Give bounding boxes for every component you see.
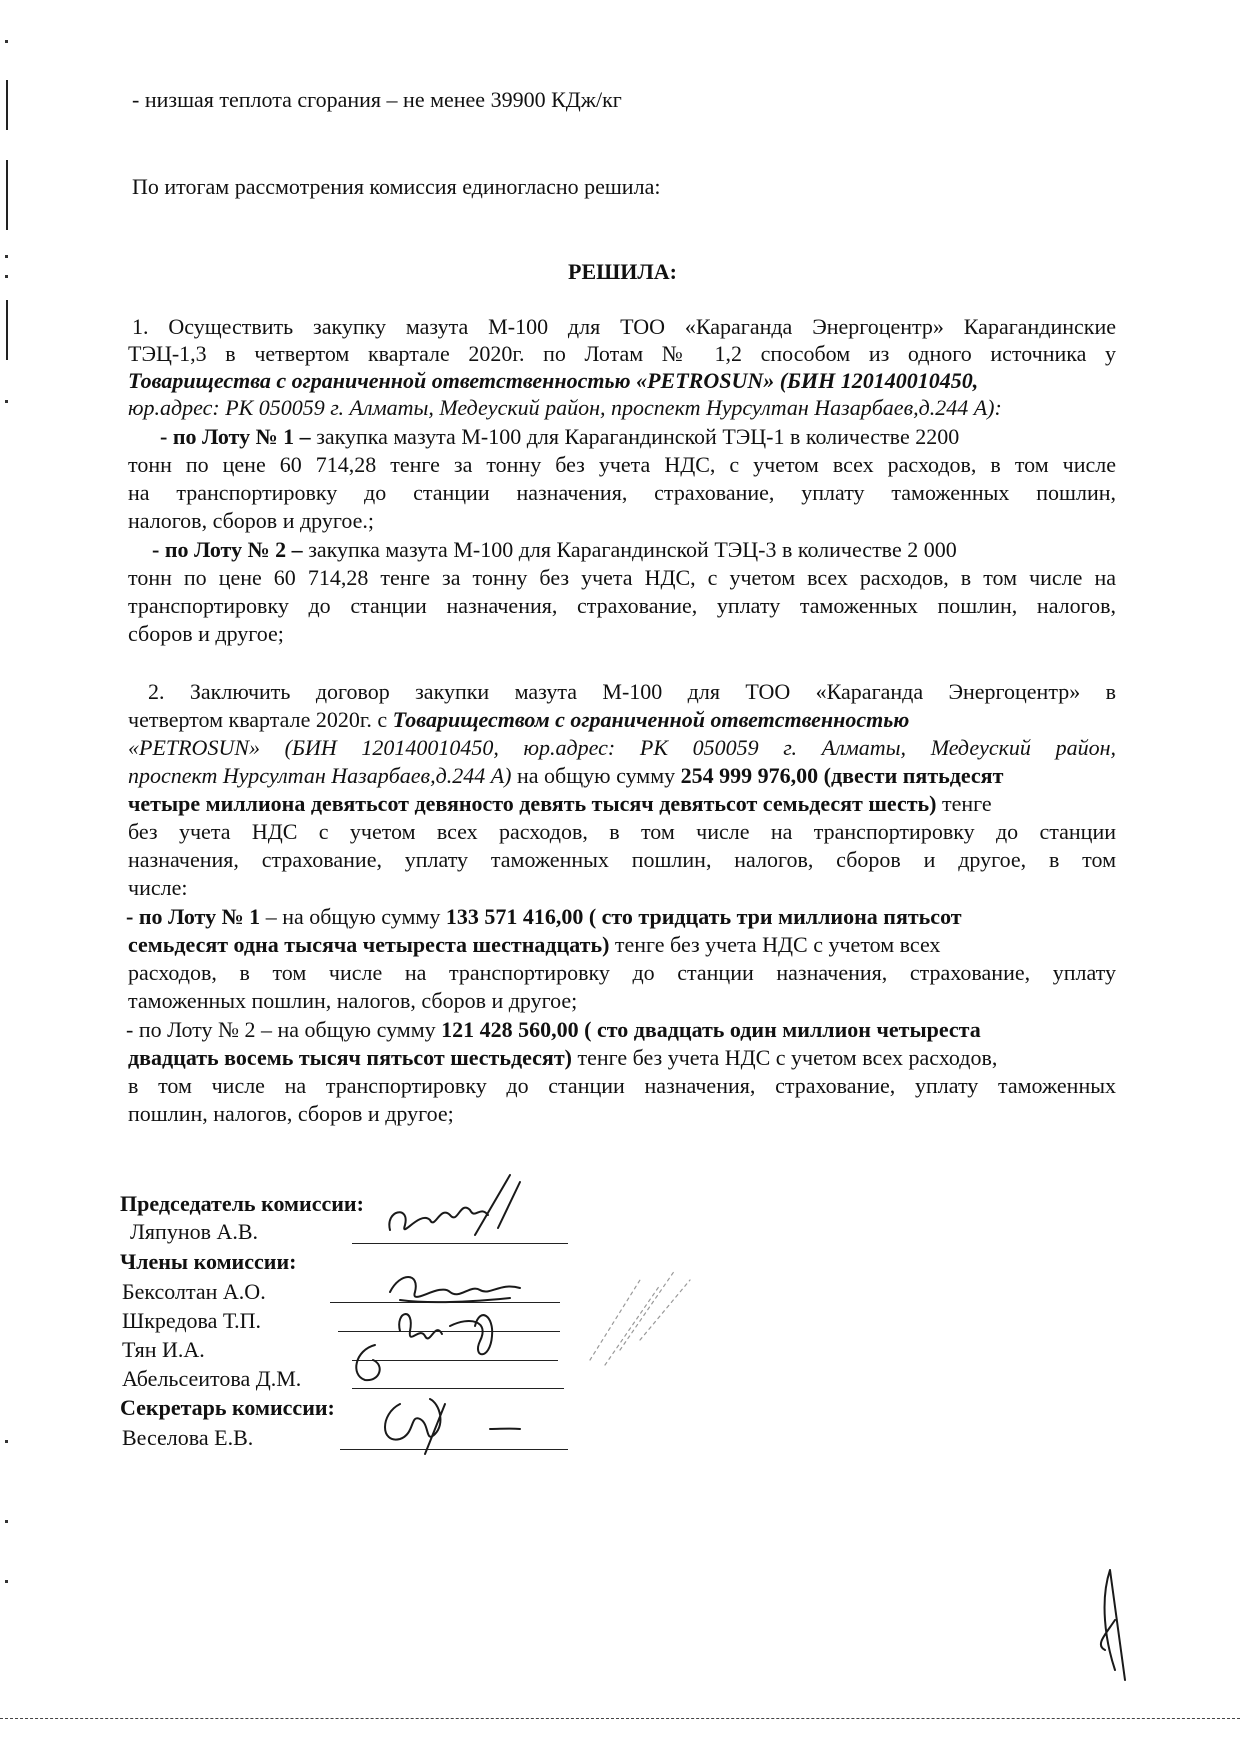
item2-line4	[128, 762, 1003, 790]
scan-dot	[5, 40, 8, 43]
member-name: Шкредова Т.П.	[122, 1308, 262, 1333]
item2-total-words: четыре миллиона девятьсот девяносто девять тысяч девятьсот семьдесят шесть)	[128, 791, 937, 816]
item2-lot2-line2	[128, 1044, 997, 1072]
page-bottom-edge	[0, 1718, 1240, 1719]
page-initials	[1080, 1560, 1140, 1690]
item2-line1: 2. Заключить договор закупки мазута М-100 для ТОО «Караганда Энергоцентр» в	[148, 679, 1116, 704]
item2-lot2-sum: 121 428 560,00 ( сто двадцать один миллион четыреста	[441, 1017, 981, 1042]
lot2-text: закупка мазута М-100 для Карагандинской ТЭЦ-3 в количестве 2 000	[302, 537, 957, 562]
item2-lot1-sum: 133 571 416,00 ( сто тридцать три миллиона пятьсот	[445, 904, 962, 929]
chair-name: Ляпунов А.В.	[130, 1219, 259, 1244]
scan-dot	[5, 1440, 8, 1443]
item2-lot1-line2	[128, 931, 940, 959]
lot1-line2: тонн по цене 60 714,28 тенге за тонну без учета НДС, с учетом всех расходов, в том числе	[128, 452, 1116, 477]
scan-edge-mark	[6, 160, 8, 230]
lot1-line1	[160, 423, 959, 451]
scan-dot	[5, 400, 8, 403]
secretary-signature	[370, 1384, 530, 1464]
item2-lot2-vat: тенге без учета НДС с учетом всех расходов,	[571, 1045, 998, 1070]
item2-line8: числе:	[128, 875, 188, 900]
chair-title: Председатель комиссии:	[120, 1191, 364, 1216]
lot2-line2: тонн по цене 60 714,28 тенге за тонну без учета НДС, с учетом всех расходов, в том числе на	[128, 565, 1116, 590]
item2-line2-text: четвертом квартале 2020г. с	[128, 707, 393, 732]
member-name: Тян И.А.	[122, 1337, 205, 1362]
item2-lot2-line3: в том числе на транспортировку до станции назначения, страхование, уплату таможенных	[128, 1073, 1116, 1098]
intro-text: По итогам рассмотрения комиссия единогласно решила:	[132, 174, 661, 199]
supplier-address: юр.адрес: РК 050059 г. Алматы, Медеуский район, проспект Нурсултан Назарбаев,д.244 А):	[128, 395, 1002, 420]
item2-line2	[128, 706, 909, 734]
scan-dot	[5, 1520, 8, 1523]
scan-edge-mark	[6, 300, 8, 360]
member4-signature	[345, 1340, 395, 1385]
heat-value-line: - низшая теплота сгорания – не менее 39900 КДж/кг	[132, 87, 622, 112]
supplier-name: Товарищества с ограниченной ответственностью «PETROSUN» (БИН 120140010450,	[128, 368, 979, 393]
lot1-text: закупка мазута М-100 для Карагандинской ТЭЦ-1 в количестве 2200	[310, 424, 960, 449]
item2-sum-text: на общую сумму	[511, 763, 681, 788]
item2-lot2-line4: пошлин, налогов, сборов и другое;	[128, 1101, 454, 1126]
item2-lot2-line1	[126, 1016, 981, 1044]
item2-lot1-line4: таможенных пошлин, налогов, сборов и другое;	[128, 988, 578, 1013]
item2-lot1-label: - по Лоту № 1	[126, 904, 261, 929]
lot1-line3: на транспортировку до станции назначения, страхование, уплату таможенных пошлин,	[128, 480, 1116, 505]
item2-line6: без учета НДС с учетом всех расходов, в том числе на транспортировку до станции	[128, 819, 1116, 844]
lot2-label: - по Лоту № 2 –	[152, 537, 303, 562]
item2-lot1-line3: расходов, в том числе на транспортировку до станции назначения, страхование, уплату	[128, 960, 1116, 985]
item2-lot2-label: - по Лоту № 2 – на общую сумму	[126, 1017, 442, 1042]
item2-supplier-type: Товариществом с ограниченной ответственностью	[392, 707, 910, 732]
members-title: Члены комиссии:	[120, 1249, 297, 1274]
scan-dot	[5, 1580, 8, 1583]
member2-signature	[380, 1296, 520, 1366]
scan-dot	[5, 255, 8, 258]
item2-line5	[128, 790, 992, 818]
item2-total-sum: 254 999 976,00 (двести пятьдесят	[680, 763, 1004, 788]
item2-lot1-text: – на общую сумму	[260, 904, 446, 929]
lot1-label: - по Лоту № 1 –	[160, 424, 311, 449]
secretary-name: Веселова Е.В.	[122, 1425, 254, 1450]
item2-lot1-vat: тенге без учета НДС с учетом всех	[609, 932, 941, 957]
item2-lot1-line1	[126, 903, 962, 931]
lot1-line4: налогов, сборов и другое.;	[128, 508, 374, 533]
item1-line2: ТЭЦ-1,3 в четвертом квартале 2020г. по Лотам № 1,2 способом из одного источника у	[128, 341, 1116, 366]
item2-line3: «PETROSUN» (БИН 120140010450, юр.адрес: РК 050059 г. Алматы, Медеуский район,	[128, 735, 1116, 760]
chair-signature	[380, 1170, 520, 1250]
item2-line7: назначения, страхование, уплату таможенных пошлин, налогов, сборов и другое, в том	[128, 847, 1116, 872]
secretary-title: Секретарь комиссии:	[120, 1395, 335, 1420]
scan-edge-mark	[6, 80, 8, 130]
faint-stamp-mark	[580, 1250, 700, 1380]
scan-dot	[5, 275, 8, 278]
lot2-line1	[152, 536, 957, 564]
item2-currency: тенге	[936, 791, 992, 816]
decision-heading: РЕШИЛА:	[568, 259, 677, 284]
member-name: Бексолтан А.О.	[122, 1279, 266, 1304]
item2-lot2-words: двадцать восемь тысяч пятьсот шестьдесят)	[128, 1045, 572, 1070]
item1-line1: 1. Осуществить закупку мазута М-100 для ТОО «Караганда Энергоцентр» Карагандинские	[132, 314, 1116, 339]
lot2-line4: сборов и другое;	[128, 621, 284, 646]
member-name: Абельсеитова Д.М.	[122, 1366, 302, 1391]
item2-address-end: проспект Нурсултан Назарбаев,д.244 А)	[128, 763, 512, 788]
lot2-line3: транспортировку до станции назначения, страхование, уплату таможенных пошлин, налогов,	[128, 593, 1116, 618]
item2-lot1-words: семьдесят одна тысяча четыреста шестнадцать)	[128, 932, 610, 957]
